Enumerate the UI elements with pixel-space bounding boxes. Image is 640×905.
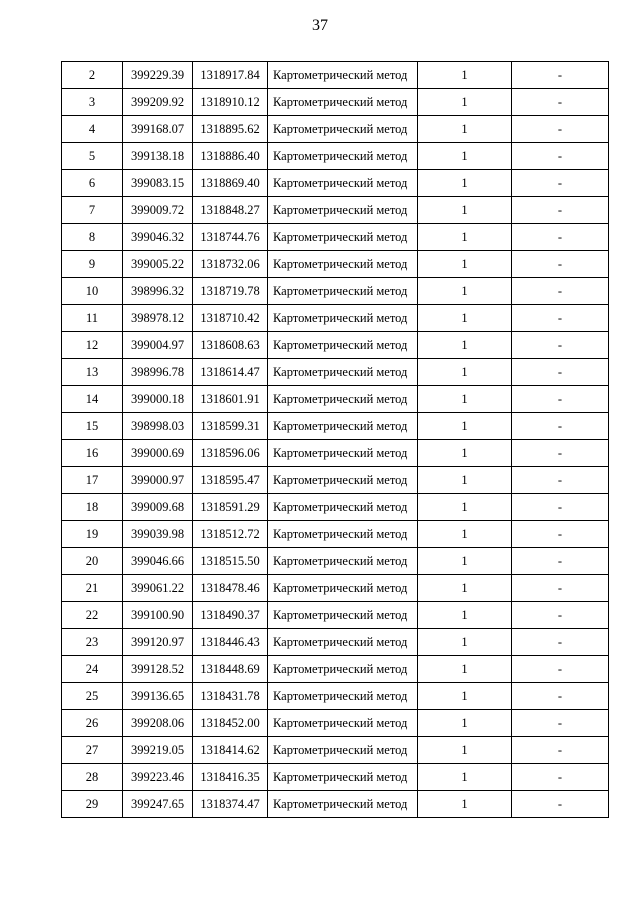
y-coordinate-cell: 1318744.76: [193, 224, 268, 251]
y-coordinate-cell: 1318869.40: [193, 170, 268, 197]
table-row: [62, 791, 609, 818]
x-coordinate-cell: 399046.66: [123, 548, 193, 575]
method-cell: Картометрический метод: [268, 602, 418, 629]
accuracy-cell: 1: [418, 521, 512, 548]
method-cell: Картометрический метод: [268, 359, 418, 386]
y-coordinate-cell: 1318910.12: [193, 89, 268, 116]
method-cell: Картометрический метод: [268, 413, 418, 440]
point-number-cell: 12: [62, 332, 123, 359]
table-row: [62, 251, 609, 278]
table-row: [62, 332, 609, 359]
x-coordinate-cell: 399136.65: [123, 683, 193, 710]
y-coordinate-cell: 1318719.78: [193, 278, 268, 305]
method-cell: Картометрический метод: [268, 170, 418, 197]
y-coordinate-cell: 1318895.62: [193, 116, 268, 143]
description-cell: -: [512, 710, 609, 737]
method-cell: Картометрический метод: [268, 629, 418, 656]
table-row: [62, 305, 609, 332]
point-number-cell: 14: [62, 386, 123, 413]
table-row: [62, 359, 609, 386]
x-coordinate-cell: 399005.22: [123, 251, 193, 278]
method-cell: Картометрический метод: [268, 683, 418, 710]
point-number-cell: 17: [62, 467, 123, 494]
accuracy-cell: 1: [418, 548, 512, 575]
x-coordinate-cell: 399046.32: [123, 224, 193, 251]
accuracy-cell: 1: [418, 683, 512, 710]
y-coordinate-cell: 1318886.40: [193, 143, 268, 170]
description-cell: -: [512, 791, 609, 818]
table-row: [62, 197, 609, 224]
point-number-cell: 5: [62, 143, 123, 170]
accuracy-cell: 1: [418, 89, 512, 116]
description-cell: -: [512, 116, 609, 143]
x-coordinate-cell: 399247.65: [123, 791, 193, 818]
table-row: [62, 62, 609, 89]
table-row: [62, 467, 609, 494]
method-cell: Картометрический метод: [268, 764, 418, 791]
y-coordinate-cell: 1318710.42: [193, 305, 268, 332]
description-cell: -: [512, 629, 609, 656]
accuracy-cell: 1: [418, 656, 512, 683]
accuracy-cell: 1: [418, 251, 512, 278]
y-coordinate-cell: 1318601.91: [193, 386, 268, 413]
x-coordinate-cell: 399000.18: [123, 386, 193, 413]
x-coordinate-cell: 399083.15: [123, 170, 193, 197]
method-cell: Картометрический метод: [268, 575, 418, 602]
table-row: [62, 494, 609, 521]
method-cell: Картометрический метод: [268, 251, 418, 278]
x-coordinate-cell: 399168.07: [123, 116, 193, 143]
method-cell: Картометрический метод: [268, 440, 418, 467]
description-cell: -: [512, 143, 609, 170]
y-coordinate-cell: 1318917.84: [193, 62, 268, 89]
page-number: 37: [312, 17, 328, 34]
point-number-cell: 25: [62, 683, 123, 710]
point-number-cell: 18: [62, 494, 123, 521]
y-coordinate-cell: 1318414.62: [193, 737, 268, 764]
description-cell: -: [512, 170, 609, 197]
point-number-cell: 11: [62, 305, 123, 332]
x-coordinate-cell: 399004.97: [123, 332, 193, 359]
table-row: [62, 440, 609, 467]
method-cell: Картометрический метод: [268, 386, 418, 413]
accuracy-cell: 1: [418, 413, 512, 440]
point-number-cell: 21: [62, 575, 123, 602]
point-number-cell: 22: [62, 602, 123, 629]
accuracy-cell: 1: [418, 62, 512, 89]
table-row: [62, 89, 609, 116]
table-row: [62, 710, 609, 737]
accuracy-cell: 1: [418, 764, 512, 791]
table-row: [62, 413, 609, 440]
y-coordinate-cell: 1318448.69: [193, 656, 268, 683]
table-row: [62, 143, 609, 170]
y-coordinate-cell: 1318608.63: [193, 332, 268, 359]
table-row: [62, 116, 609, 143]
y-coordinate-cell: 1318596.06: [193, 440, 268, 467]
accuracy-cell: 1: [418, 224, 512, 251]
accuracy-cell: 1: [418, 629, 512, 656]
y-coordinate-cell: 1318732.06: [193, 251, 268, 278]
description-cell: -: [512, 494, 609, 521]
description-cell: -: [512, 386, 609, 413]
accuracy-cell: 1: [418, 278, 512, 305]
method-cell: Картометрический метод: [268, 278, 418, 305]
point-number-cell: 3: [62, 89, 123, 116]
point-number-cell: 2: [62, 62, 123, 89]
x-coordinate-cell: 399223.46: [123, 764, 193, 791]
method-cell: Картометрический метод: [268, 89, 418, 116]
description-cell: -: [512, 656, 609, 683]
accuracy-cell: 1: [418, 440, 512, 467]
description-cell: -: [512, 548, 609, 575]
y-coordinate-cell: 1318478.46: [193, 575, 268, 602]
point-number-cell: 8: [62, 224, 123, 251]
table-row: [62, 170, 609, 197]
y-coordinate-cell: 1318452.00: [193, 710, 268, 737]
description-cell: -: [512, 602, 609, 629]
accuracy-cell: 1: [418, 359, 512, 386]
table-row: [62, 764, 609, 791]
point-number-cell: 28: [62, 764, 123, 791]
description-cell: -: [512, 521, 609, 548]
description-cell: -: [512, 332, 609, 359]
x-coordinate-cell: 399039.98: [123, 521, 193, 548]
method-cell: Картометрический метод: [268, 224, 418, 251]
y-coordinate-cell: 1318431.78: [193, 683, 268, 710]
point-number-cell: 6: [62, 170, 123, 197]
table-row: [62, 656, 609, 683]
description-cell: -: [512, 251, 609, 278]
accuracy-cell: 1: [418, 737, 512, 764]
accuracy-cell: 1: [418, 575, 512, 602]
x-coordinate-cell: 399120.97: [123, 629, 193, 656]
accuracy-cell: 1: [418, 791, 512, 818]
table-row: [62, 602, 609, 629]
accuracy-cell: 1: [418, 710, 512, 737]
description-cell: -: [512, 764, 609, 791]
accuracy-cell: 1: [418, 197, 512, 224]
point-number-cell: 7: [62, 197, 123, 224]
description-cell: -: [512, 305, 609, 332]
method-cell: Картометрический метод: [268, 737, 418, 764]
x-coordinate-cell: 399009.72: [123, 197, 193, 224]
description-cell: -: [512, 467, 609, 494]
point-number-cell: 26: [62, 710, 123, 737]
description-cell: -: [512, 440, 609, 467]
table-row: [62, 521, 609, 548]
table-row: [62, 278, 609, 305]
method-cell: Картометрический метод: [268, 521, 418, 548]
y-coordinate-cell: 1318512.72: [193, 521, 268, 548]
point-number-cell: 20: [62, 548, 123, 575]
method-cell: Картометрический метод: [268, 467, 418, 494]
y-coordinate-cell: 1318614.47: [193, 359, 268, 386]
x-coordinate-cell: 399061.22: [123, 575, 193, 602]
description-cell: -: [512, 89, 609, 116]
method-cell: Картометрический метод: [268, 305, 418, 332]
accuracy-cell: 1: [418, 116, 512, 143]
x-coordinate-cell: 399009.68: [123, 494, 193, 521]
y-coordinate-cell: 1318591.29: [193, 494, 268, 521]
description-cell: -: [512, 683, 609, 710]
point-number-cell: 9: [62, 251, 123, 278]
coordinates-table: [61, 61, 609, 818]
table-row: [62, 575, 609, 602]
x-coordinate-cell: 399208.06: [123, 710, 193, 737]
description-cell: -: [512, 575, 609, 602]
method-cell: Картометрический метод: [268, 494, 418, 521]
point-number-cell: 29: [62, 791, 123, 818]
accuracy-cell: 1: [418, 494, 512, 521]
table-row: [62, 386, 609, 413]
accuracy-cell: 1: [418, 170, 512, 197]
x-coordinate-cell: 399100.90: [123, 602, 193, 629]
table-row: [62, 737, 609, 764]
method-cell: Картометрический метод: [268, 116, 418, 143]
method-cell: Картометрический метод: [268, 143, 418, 170]
accuracy-cell: 1: [418, 332, 512, 359]
accuracy-cell: 1: [418, 143, 512, 170]
x-coordinate-cell: 399219.05: [123, 737, 193, 764]
point-number-cell: 23: [62, 629, 123, 656]
y-coordinate-cell: 1318599.31: [193, 413, 268, 440]
point-number-cell: 15: [62, 413, 123, 440]
accuracy-cell: 1: [418, 305, 512, 332]
description-cell: -: [512, 737, 609, 764]
y-coordinate-cell: 1318848.27: [193, 197, 268, 224]
x-coordinate-cell: 399128.52: [123, 656, 193, 683]
y-coordinate-cell: 1318374.47: [193, 791, 268, 818]
description-cell: -: [512, 278, 609, 305]
point-number-cell: 10: [62, 278, 123, 305]
method-cell: Картометрический метод: [268, 548, 418, 575]
method-cell: Картометрический метод: [268, 197, 418, 224]
x-coordinate-cell: 399138.18: [123, 143, 193, 170]
method-cell: Картометрический метод: [268, 332, 418, 359]
method-cell: Картометрический метод: [268, 62, 418, 89]
table-row: [62, 548, 609, 575]
y-coordinate-cell: 1318490.37: [193, 602, 268, 629]
method-cell: Картометрический метод: [268, 791, 418, 818]
x-coordinate-cell: 399000.69: [123, 440, 193, 467]
x-coordinate-cell: 398996.78: [123, 359, 193, 386]
x-coordinate-cell: 398978.12: [123, 305, 193, 332]
description-cell: -: [512, 359, 609, 386]
y-coordinate-cell: 1318515.50: [193, 548, 268, 575]
table-row: [62, 629, 609, 656]
table-row: [62, 683, 609, 710]
description-cell: -: [512, 224, 609, 251]
method-cell: Картометрический метод: [268, 710, 418, 737]
table-row: [62, 224, 609, 251]
x-coordinate-cell: 398996.32: [123, 278, 193, 305]
x-coordinate-cell: 398998.03: [123, 413, 193, 440]
accuracy-cell: 1: [418, 602, 512, 629]
point-number-cell: 19: [62, 521, 123, 548]
point-number-cell: 4: [62, 116, 123, 143]
y-coordinate-cell: 1318595.47: [193, 467, 268, 494]
accuracy-cell: 1: [418, 386, 512, 413]
point-number-cell: 13: [62, 359, 123, 386]
x-coordinate-cell: 399000.97: [123, 467, 193, 494]
method-cell: Картометрический метод: [268, 656, 418, 683]
coordinates-table-body: [62, 62, 609, 818]
x-coordinate-cell: 399209.92: [123, 89, 193, 116]
y-coordinate-cell: 1318416.35: [193, 764, 268, 791]
x-coordinate-cell: 399229.39: [123, 62, 193, 89]
description-cell: -: [512, 62, 609, 89]
description-cell: -: [512, 197, 609, 224]
accuracy-cell: 1: [418, 467, 512, 494]
point-number-cell: 27: [62, 737, 123, 764]
description-cell: -: [512, 413, 609, 440]
point-number-cell: 16: [62, 440, 123, 467]
point-number-cell: 24: [62, 656, 123, 683]
y-coordinate-cell: 1318446.43: [193, 629, 268, 656]
